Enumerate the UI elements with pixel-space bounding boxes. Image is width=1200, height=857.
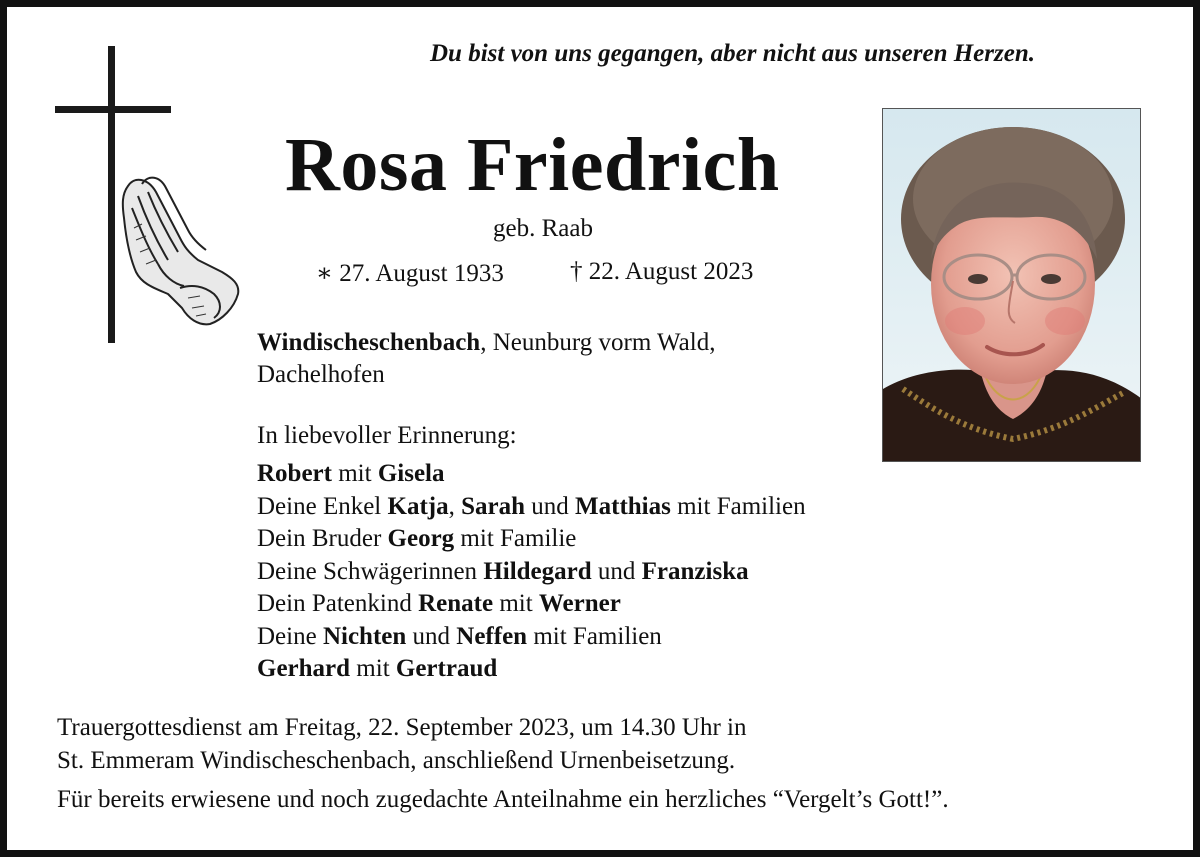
- mourner-line: [257, 621, 806, 654]
- mourner-name: Sarah: [461, 492, 526, 520]
- service-line-1: Trauergottesdienst am Freitag, 22. September 2023, um 14.30 Uhr in: [57, 714, 747, 741]
- service-info: [57, 712, 747, 777]
- mourner-text: und: [406, 622, 457, 650]
- praying-hands-icon: [118, 168, 242, 328]
- mourner-name: Katja: [387, 492, 449, 520]
- mourner-text: mit: [331, 460, 378, 487]
- place-line2: Dachelhofen: [257, 361, 385, 388]
- mourner-line: [257, 556, 806, 589]
- mourner-line: [257, 491, 806, 524]
- mourner-text: mit Familien: [527, 622, 662, 650]
- mourner-text: mit: [493, 590, 539, 617]
- mourner-name: Robert: [257, 460, 332, 487]
- birth-date-line: [316, 258, 504, 288]
- mourner-name: Hildegard: [483, 557, 592, 585]
- remembrance-intro: In liebevoller Erinnerung:: [257, 422, 517, 449]
- mourner-line: [257, 458, 806, 491]
- portrait-illustration: [883, 109, 1141, 462]
- cross-icon: [108, 46, 115, 343]
- mourner-text: und: [525, 492, 576, 520]
- mourner-text: Deine Schwägerinnen: [257, 557, 484, 585]
- death-date: 22. August 2023: [588, 258, 754, 285]
- portrait-photo: [882, 108, 1141, 462]
- deceased-name: Rosa Friedrich: [285, 123, 780, 207]
- mourner-name: Georg: [387, 525, 455, 552]
- mourner-text: ,: [448, 492, 462, 520]
- places: [257, 327, 715, 391]
- death-date-line: [570, 258, 753, 286]
- mourner-text: Deine: [257, 622, 323, 650]
- service-line-2: St. Emmeram Windischeschenbach, anschließend Urnenbeisetzung.: [57, 746, 736, 774]
- mourner-text: Dein Patenkind: [257, 590, 419, 617]
- mourner-line: [257, 653, 806, 686]
- mourner-line: [257, 588, 806, 621]
- cross-icon-bar: [55, 106, 171, 113]
- mourner-line: [257, 523, 806, 556]
- mourner-name: Nichten: [322, 622, 407, 650]
- mourner-name: Werner: [538, 590, 621, 617]
- mourner-name: Franziska: [641, 557, 749, 585]
- mourners-list: [257, 458, 806, 686]
- thanks-line: Für bereits erwiesene und noch zugedachte Anteilnahme ein herzliches “Vergelt’s Gott!”.: [57, 786, 949, 813]
- place-rest: , Neunburg vorm Wald,: [480, 329, 716, 356]
- mourner-text: und: [591, 557, 642, 585]
- birth-symbol: ∗: [316, 260, 333, 287]
- birth-date: 27. August 1933: [339, 260, 504, 287]
- mourner-text: mit Familie: [454, 525, 577, 552]
- mourner-name: Gisela: [377, 460, 445, 487]
- motto: Du bist von uns gegangen, aber nicht aus unseren Herzen.: [430, 40, 1035, 67]
- maiden-name: geb. Raab: [493, 215, 593, 242]
- mourner-text: mit: [350, 655, 396, 682]
- mourner-text: Deine Enkel: [257, 492, 388, 520]
- mourner-name: Matthias: [575, 492, 671, 520]
- mourner-name: Gerhard: [257, 655, 351, 682]
- place-main: Windischeschenbach: [257, 329, 481, 356]
- mourner-text: mit Familien: [670, 492, 806, 520]
- mourner-text: Dein Bruder: [257, 525, 388, 552]
- mourner-name: Neffen: [456, 622, 528, 650]
- death-symbol: †: [570, 258, 583, 285]
- mourner-name: Renate: [418, 590, 494, 617]
- mourner-name: Gertraud: [395, 655, 498, 682]
